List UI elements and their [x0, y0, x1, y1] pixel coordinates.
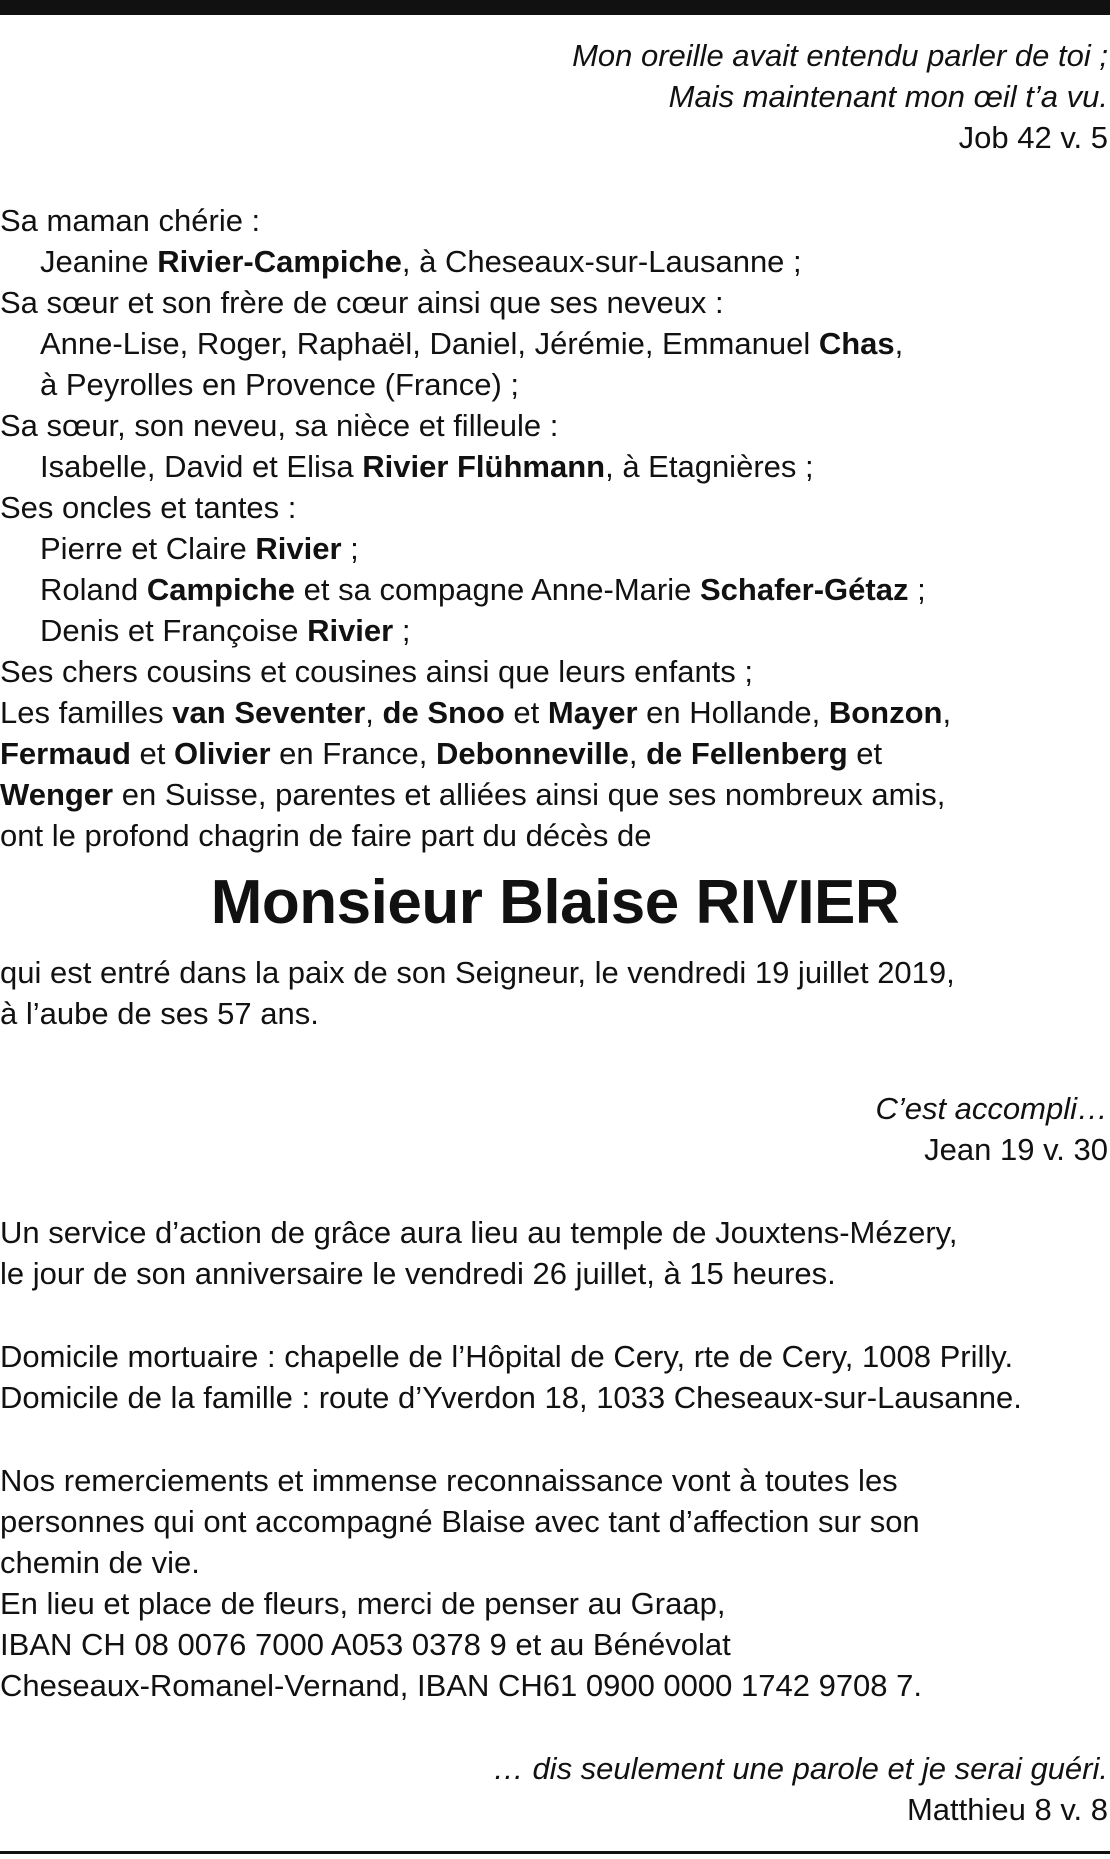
families-line: [0, 733, 1110, 774]
family-label: Sa maman chérie :: [0, 203, 261, 238]
family-member: [0, 569, 1110, 610]
quote-reference: Job 42 v. 5: [958, 120, 1108, 155]
family-label: Ses oncles et tantes :: [0, 490, 297, 525]
announcement-line: ont le profond chagrin de faire part du décès de: [0, 818, 652, 853]
given-names: Anne-Lise, Roger, Raphaël, Daniel, Jérémie, Emmanuel: [40, 326, 819, 361]
punctuation: ,: [894, 326, 904, 361]
family-member: [0, 528, 1110, 569]
closing-quote: [0, 1748, 1110, 1830]
quote-line: Mon oreille avait entendu parler de toi ;: [572, 38, 1108, 73]
given-names: Pierre et Claire: [40, 531, 256, 566]
punctuation: ;: [393, 613, 411, 648]
family-name: Rivier Flühmann: [362, 449, 606, 484]
text-line: Domicile mortuaire : chapelle de l’Hôpital de Cery, rte de Cery, 1008 Prilly.: [0, 1339, 1014, 1374]
family-label: Sa sœur et son frère de cœur ainsi que ses neveux :: [0, 285, 724, 320]
text: et: [847, 736, 883, 771]
quote-reference: Matthieu 8 v. 8: [906, 1792, 1108, 1827]
family-name: Bonzon: [828, 695, 943, 730]
family-line: Ses chers cousins et cousines ainsi que leurs enfants ;: [0, 654, 754, 689]
text: en Hollande,: [637, 695, 829, 730]
text: et: [504, 695, 548, 730]
text: et sa compagne Anne-Marie: [295, 572, 700, 607]
given-names: Roland: [40, 572, 147, 607]
text-line: Cheseaux-Romanel-Vernand, IBAN CH61 0900 0000 1742 9708 7.: [0, 1668, 923, 1703]
text: en Suisse, parentes et alliées ainsi que ses nombreux amis,: [113, 777, 946, 812]
family-name: Wenger: [0, 777, 114, 812]
deceased-name: Monsieur Blaise RIVIER: [210, 868, 900, 937]
text-line: Domicile de la famille : route d’Yverdon 18, 1033 Cheseaux-sur-Lausanne.: [0, 1380, 1022, 1415]
given-names: Denis et Françoise: [40, 613, 308, 648]
punctuation: ;: [341, 531, 359, 566]
text-line: Nos remerciements et immense reconnaissance vont à toutes les: [0, 1463, 898, 1498]
family-name: van Seventer: [172, 695, 366, 730]
family-name: Rivier: [255, 531, 342, 566]
family-member: [0, 610, 1110, 651]
text-line: En lieu et place de fleurs, merci de penser au Graap,: [0, 1586, 726, 1621]
middle-quote: [0, 1088, 1110, 1170]
text-line: le jour de son anniversaire le vendredi 26 juillet, à 15 heures.: [0, 1256, 836, 1291]
text: ,: [365, 695, 383, 730]
family-name: Olivier: [174, 736, 271, 771]
family-name: Campiche: [146, 572, 296, 607]
place: à Peyrolles en Provence (France) ;: [40, 367, 519, 402]
text-line: personnes qui ont accompagné Blaise avec tant d’affection sur son: [0, 1504, 920, 1539]
family-name: Debonneville: [435, 736, 629, 771]
service-info: [0, 1212, 1110, 1294]
text-line: Un service d’action de grâce aura lieu au temple de Jouxtens-Mézery,: [0, 1215, 958, 1250]
family-member: [0, 241, 1110, 282]
given-names: Jeanine: [40, 244, 158, 279]
family-name: Rivier-Campiche: [157, 244, 402, 279]
family-name: Rivier: [307, 613, 394, 648]
quote-reference: Jean 19 v. 30: [924, 1132, 1108, 1167]
place: , à Cheseaux-sur-Lausanne ;: [401, 244, 802, 279]
text: et: [130, 736, 175, 771]
text-line: qui est entré dans la paix de son Seigneur, le vendredi 19 juillet 2019,: [0, 955, 955, 990]
family-name: de Fellenberg: [646, 736, 848, 771]
quote-line: Mais maintenant mon œil t’a vu.: [668, 79, 1108, 114]
family-name: Schafer-Gétaz: [699, 572, 909, 607]
families-line: [0, 774, 1110, 815]
family-member: [0, 323, 1110, 364]
text-line: à l’aube de ses 57 ans.: [0, 996, 319, 1031]
families-line: [0, 692, 1110, 733]
family-name: Chas: [818, 326, 895, 361]
family-name: de Snoo: [382, 695, 505, 730]
punctuation: ;: [908, 572, 926, 607]
text: ,: [628, 736, 647, 771]
death-details: [0, 952, 1110, 1034]
thanks-and-donations: [0, 1460, 1110, 1706]
family-list: [0, 200, 1110, 856]
text-line: IBAN CH 08 0076 7000 A053 0378 9 et au Bénévolat: [0, 1627, 731, 1662]
text: Les familles: [0, 695, 173, 730]
family-member: [0, 446, 1110, 487]
quote-line: … dis seulement une parole et je serai guéri.: [492, 1751, 1108, 1786]
text: en France,: [270, 736, 436, 771]
quote-line: C’est accompli…: [875, 1091, 1108, 1126]
place: , à Etagnières ;: [605, 449, 814, 484]
given-names: Isabelle, David et Elisa: [40, 449, 363, 484]
family-name: Fermaud: [0, 736, 131, 771]
family-label: Sa sœur, son neveu, sa nièce et filleule :: [0, 408, 559, 443]
top-border: [0, 0, 1110, 15]
text-line: chemin de vie.: [0, 1545, 200, 1580]
family-name: Mayer: [547, 695, 638, 730]
bottom-border: [0, 1851, 1110, 1854]
obituary-notice: [0, 15, 1110, 1830]
opening-quote: [0, 35, 1110, 158]
text: ,: [942, 695, 952, 730]
addresses: [0, 1336, 1110, 1418]
